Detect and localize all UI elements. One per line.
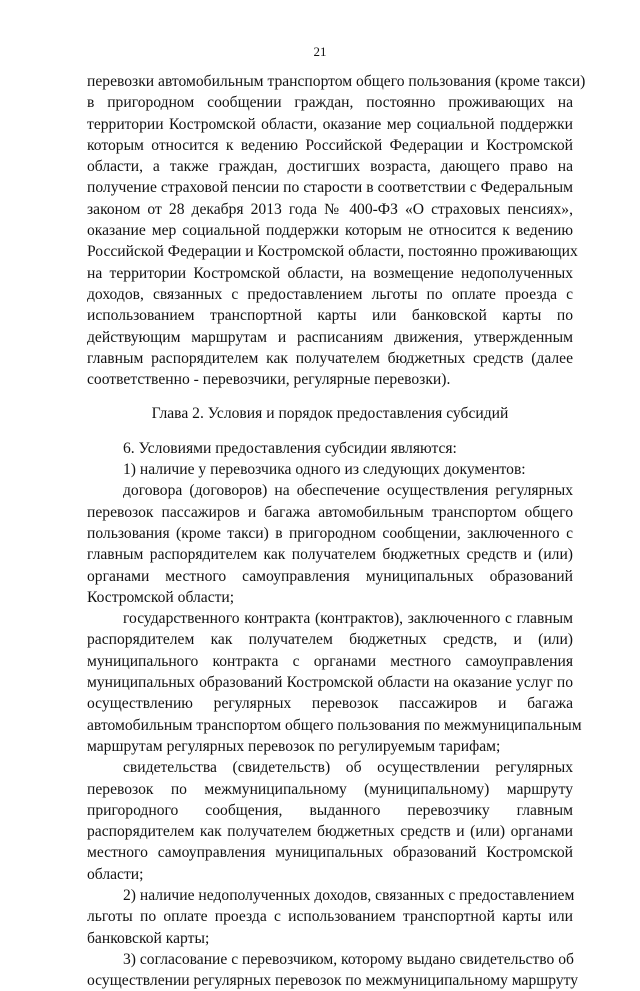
text-line: распорядителем как получателем бюджетных средств, и (или) [87, 631, 573, 649]
text-line: главным распорядителем как получателем бюджетных средств и (или) [87, 546, 573, 564]
item-6-1: 1) наличие у перевозчика одного из следующих документов: [123, 461, 526, 479]
text-line: которым относится к ведению Российской Федерации и Костромской [87, 136, 573, 154]
text-line: органами местного самоуправления муниципальных образований [87, 567, 573, 585]
page-number: 21 [313, 44, 327, 59]
item-6-3 [87, 949, 579, 991]
text-line: осуществлению регулярных перевозок пассажиров и багажа [87, 695, 573, 713]
text-line: льготы по оплате проезда с использованием транспортной карты или [87, 908, 573, 926]
text-line: свидетельства (свидетельств) об осуществлении регулярных [123, 759, 573, 777]
item-6-2 [87, 885, 573, 949]
text-line: банковской карты; [87, 929, 210, 947]
text-line: муниципальных образований Костромской области на оказание услуг по [87, 674, 573, 692]
paragraph-certificate [87, 757, 573, 885]
text-line: перевозок пассажиров и багажа автомобильным транспортом общего [87, 503, 573, 521]
paragraph-contract [87, 480, 573, 608]
paragraph-intro [87, 71, 586, 390]
text-line: 2) наличие недополученных доходов, связанных с предоставлением [123, 886, 575, 904]
text-line: в пригородном сообщении граждан, постоянно проживающих на [87, 94, 573, 112]
text-line: области, а также граждан, достигших возраста, дающего право на [87, 158, 573, 176]
text-line: получение страховой пенсии по старости в соответствии с Федеральным [87, 179, 573, 197]
text-line: 3) согласование с перевозчиком, которому выдано свидетельство об [123, 950, 574, 968]
text-line: пользования (кроме такси) в пригородном сообщении, заключенного с [87, 524, 573, 542]
text-line: Костромской области; [87, 588, 235, 606]
text-line: перевозок по межмуниципальному (муниципальному) маршруту [87, 780, 573, 798]
text-line: использованием транспортной карты или банковской карты по [87, 307, 573, 325]
document-body [87, 71, 586, 991]
text-line: пригородного сообщения, выданного перевозчику главным [87, 801, 573, 819]
paragraph-state-contract [87, 608, 582, 757]
text-line: законом от 28 декабря 2013 года № 400-ФЗ «О страховых пенсиях», [87, 200, 573, 218]
text-line: территории Костромской области, оказание мер социальной поддержки [87, 115, 573, 133]
text-line: осуществлении регулярных перевозок по межмуниципальному маршруту [87, 972, 579, 990]
text-line: действующим маршрутам и расписаниям движения, утвержденным [87, 328, 573, 346]
text-line: перевозки автомобильным транспортом общего пользования (кроме такси) [87, 73, 586, 90]
text-line: на территории Костромской области, на возмещение недополученных [87, 264, 573, 282]
text-line: местного самоуправления муниципальных образований Костромской [87, 844, 573, 862]
text-line: распорядителем как получателем бюджетных средств и (или) органами [87, 823, 573, 841]
item-6: 6. Условиями предоставления субсидии являются: [123, 439, 457, 457]
chapter-heading: Глава 2. Условия и порядок предоставления субсидий [151, 405, 509, 423]
text-line: соответственно - перевозчики, регулярные перевозки). [87, 371, 451, 389]
text-line: договора (договоров) на обеспечение осуществления регулярных [123, 482, 573, 500]
text-line: Российской Федерации и Костромской области, постоянно проживающих [87, 243, 578, 261]
text-line: маршрутам регулярных перевозок по регулируемым тарифам; [87, 737, 501, 755]
text-line: государственного контракта (контрактов), заключенного с главным [123, 610, 573, 628]
text-line: главным распорядителем как получателем бюджетных средств (далее [87, 349, 573, 367]
text-line: доходов, связанных с предоставлением льготы по оплате проезда с [87, 285, 573, 303]
text-line: автомобильным транспортом общего пользования по межмуниципальным [87, 716, 582, 734]
text-line: области; [87, 865, 144, 883]
text-line: муниципального контракта с органами местного самоуправления [87, 652, 573, 670]
text-line: оказание мер социальной поддержки которым не относится к ведению [87, 222, 573, 240]
